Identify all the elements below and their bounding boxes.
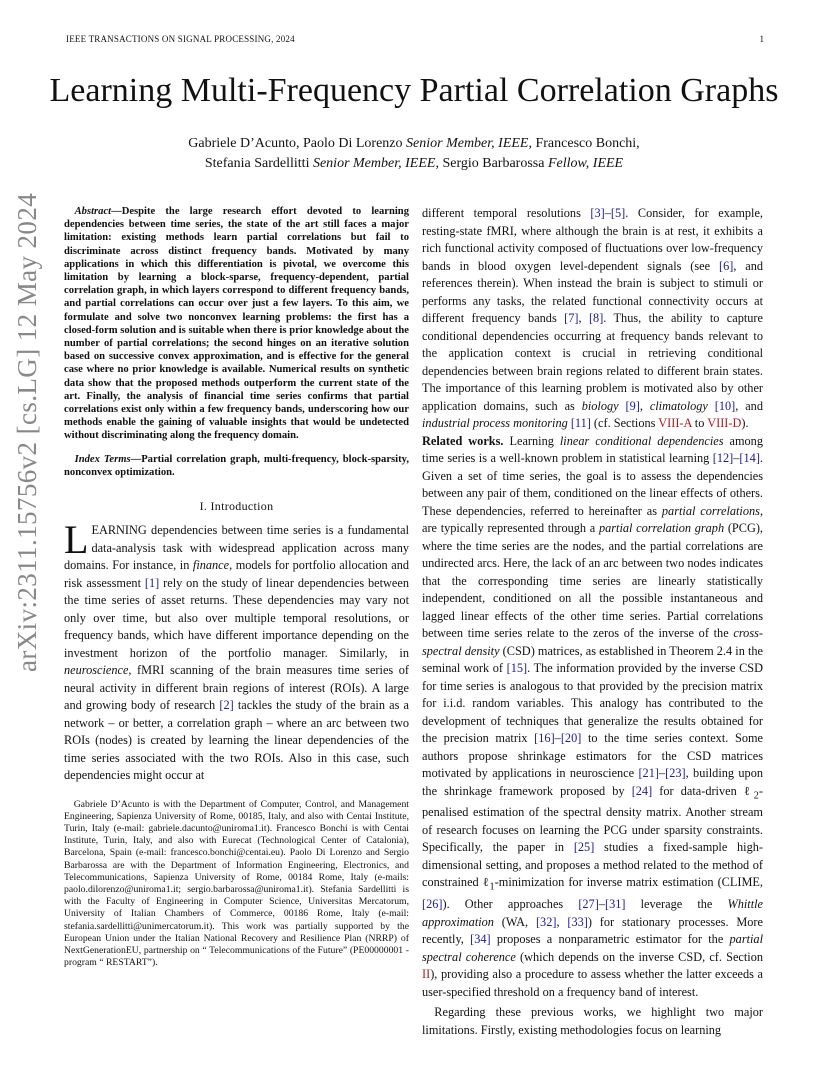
text-run: different temporal resolutions [422,206,591,220]
related-works-label: Related works. [422,433,504,448]
emph-neuroscience: neuroscience [64,663,129,678]
text-run: , [578,311,589,325]
section-link[interactable]: VIII-A [658,416,692,430]
text-run: , building upon the shrinkage framework proposed by [422,766,763,798]
section-heading-introduction: I. Introduction [199,499,274,514]
text-run: , are typically represented through a [422,503,764,535]
text-run: tackles the study of the brain as a network – or better, a correlation graph – where an arc between two ROIs (nodes) is created by learning the linear dependencies of the time series associated with the two ROIs. Also in this case, such dependencies might occur at [64,698,410,783]
drop-cap: L [64,517,89,563]
citation-link[interactable]: [2] [219,698,234,713]
citation-link[interactable]: [26] [422,897,443,912]
text-run: -penalised estimation of the spectral density matrix. Another stream of research focuses on learning the PCG under sparsity constraints. Specifically, the paper in [422,783,763,855]
text-run: , models for portfolio allocation and risk assessment [64,558,409,590]
emph-term: partial spectral coherence [422,932,763,964]
citation-link[interactable]: [9] [625,398,640,413]
emph-climatology: climatology [649,398,708,413]
text-run: for data-driven ℓ [652,783,754,798]
right-column [422,205,763,1039]
text-run: (CSD) matrices, as established in Theorem 2.4 in the seminal work of [422,643,763,675]
emph-term: linear conditional dependencies [559,433,724,448]
text-run: ), providing also a procedure to assess whether the latter exceeds a user-specified threshold on a frequency band of interest. [422,967,763,999]
citation-link[interactable]: [27] [578,897,599,912]
text-run: leverage the [625,897,728,912]
abstract [64,205,409,443]
citation-link[interactable]: [12] [712,451,734,465]
abstract-text: —Despite the large research effort devoted to learning dependencies between time series, the state of the art still faces a major limitation: existing methods learn partial correlations but fail to discriminate across distinct frequency bands. Motivated by many applications in which this differentiation is pivotal, we overcome this limitation by learning a block-sparse, frequency-dependent, partial correlation graph, in which layers correspond to different frequency bands, and partial correlations can occur over just a few layers. To this aim, we formulate and solve two nonconvex learning problems: the first has a closed-form solution and is suitable when there is prior knowledge about the number of partial correlations; the second hinges on an iterative solution based on successive convex approximation, and is effective for the general case where no prior knowledge is available. Numerical results on synthetic data show that the proposed methods outperform the current state of the art. Finally, the analysis of financial time series confirms that partial correlations exist only within a few frequency bands, underscoring how our methods enable the gaining of valuable insights that would be undetected without discriminating along the frequency domain. [64,206,409,442]
intro-paragraph [64,517,410,785]
citation-link[interactable]: [7] [564,311,579,325]
text-run: (which depends on the inverse CSD, cf. Section [515,949,763,964]
text-run: . The information provided by the inverse CSD for time series is analogous to that provided by the precision matrix for i.i.d. random variables. This analogy has contributed to the development of techniques that generalize the results obtained for the precision matrix [422,661,763,745]
citation-link[interactable]: [1] [144,575,160,590]
citation-link[interactable]: [34] [470,932,491,947]
citation-link[interactable]: [5] [610,206,626,220]
text-run: . Consider, for example, resting-state fMRI, where although the brain is at rest, it exhibits a rich functional activity composed of fluctuations over low-frequency bands in blood oxygen level-dependent signals (see [422,206,763,273]
text-run: (PCG), where the time series are the nodes, and the partial correlations are undirected arcs. Here, the lack of an arc between two nodes indicates that the corresponding time series are linearly statistically independent, conditioned on all the possible instantaneous and lagged linear effects of the other time series. Partial correlations between time series relate to the zeros of the inverse of the [422,521,763,640]
page-number: 1 [759,34,764,44]
author-names-b: , Francesco Bonchi, [528,136,640,151]
emph-term: partial correlation graph [598,521,725,535]
text-run: proposes a nonparametric estimator for the [490,932,730,947]
emph-term: cross-spectral density [422,626,763,658]
text-run: , [639,398,650,413]
text-run: -minimization for inverse matrix estimation (CLIME, [494,875,763,890]
text-run: , and references therein). When instead the brain is subject to stimuli or performs any tasks, the related functional connectivity occurs at different frequency bands [422,258,764,325]
author-names-d: , Sergio Barbarossa [435,156,548,171]
citation-link[interactable]: [3] [590,206,605,220]
limitations-paragraph: Regarding these previous works, we highlight two major limitations. Firstly, existing methodologies focus on learning [422,1005,763,1037]
text-run: to the time series context. Some authors propose shrinkage estimators for the CSD matrices motivated by applications in neuroscience [422,731,763,780]
text-run: . Thus, the ability to capture conditional dependencies occurring at frequency bands relevant to the application context is crucial in retrieving conditional dependencies between brain regions related to different brain states. The importance of this learning problem is motivated also by other application domains, such as [422,311,763,413]
citation-link[interactable]: [8] [588,311,604,325]
subscript: 2 [753,789,759,801]
emph-finance: finance [192,558,230,573]
text-run: (WA, [493,914,536,929]
section-link[interactable]: VIII-D [707,416,742,430]
citation-link[interactable]: [10] [714,398,736,413]
author-line-2 [0,154,828,174]
author-footnote: Gabriele D’Acunto is with the Department of Computer, Control, and Management Engineering, Sapienza University of Rome, 00185, Italy, and also with Centai Institute, Turin, Italy (e-mail: gabriele.dacunto@uniroma1.it). Francesco Bonchi is with Centai Institute, Turin, Italy, and also with Eurecat (Technological Center of Catalonia), Barcelona, Spain (e-mail: francesco.bonchi@centai.eu). Paolo Di Lorenzo and Sergio Barbarossa are with the Department of Information Engineering, Electronics, and Telecommunications, Sapienza University of Rome, 00184 Rome, Italy (e-mails: paolo.dilorenzo@uniroma1.it; sergio.barbarossa@uniroma1.it). Stefania Sardellitti is with the Faculty of Engineering in Computer Science, Universitas Mercatorum, University of Italian Chambers of Commerce, 00186 Rome, Italy (e-mail: stefania.sardellitti@unimercatorum.it). This work was partially supported by the European Union under the Italian National Recovery and Resilience Plan (NRRP) of NextGenerationEU, partnership on “ Telecommunications of the Future” (PE00000001 - program “ RESTART”). [64,798,409,969]
related-works-paragraph: Related works. Learning linear conditional dependencies among time series is a well-known problem in statistical learning [12]–[14]. Given a set of time series, the goal is to assess the dependencies between any pair of them, conditioned on the linear effects of others. These dependencies, referred to hereinafter as partial correlations, are typically represented through a partial correlation graph (PCG), where the time series are the nodes, and the partial correlations are undirected arcs. Here, the lack of an arc between two nodes indicates that the corresponding time series are linearly statistically independent, conditioned on all the possible instantaneous and lagged linear effects of the other time series. Partial correlations between time series relate to the zeros of the inverse of the cross-spectral density (CSD) matrices, as established in Theorem 2.4 in the seminal work of [15]. The information provided by the inverse CSD for time series is analogous to that provided by the precision matrix for i.i.d. random variables. This analogy has contributed to the development of techniques that generalize the results obtained for the precision matrix [16]–[20] to the time series context. Some authors propose shrinkage estimators for the CSD matrices motivated by applications in neuroscience [21]–[23], building upon the shrinkage framework proposed by [24] for data-driven ℓ$_2$-penalised estimation of the spectral density matrix. Another stream of research focuses on learning the PCG under sparsity constraints. Specifically, the paper in [25] studies a fixed-sample high-dimensional setting, and proposes a method related to the method of constrained ℓ$_1$-minimization for inverse matrix estimation (CLIME, [26]). Other approaches [27]–[31] leverage the Whittle approximation (WA, [32], [33]) for stationary processes. More recently, [34] proposes a nonparametric estimator for the partial spectral coherence (which depends on the inverse CSD, cf. Section II), providing also a procedure to assess whether the latter exceeds a user-specified threshold on a frequency band of interest. [422,433,764,999]
text-run: , fMRI scanning of the brain measures time series of neural activity in different brain regions of interest (ROIs). A large and growing body of research [64,663,409,713]
index-terms [64,453,409,479]
author-grade: Senior Member, IEEE [406,136,529,151]
author-names-a: Gabriele D’Acunto, Paolo Di Lorenzo [188,136,407,151]
section-link[interactable]: II [422,967,431,982]
citation-link[interactable]: [14] [739,451,760,465]
author-grade: Fellow, IEEE [547,156,624,171]
citation-link[interactable]: [31] [604,897,626,912]
text-run: among time series is a well-known problem in statistical learning [422,433,763,465]
emph-term: Whittle approximation [422,897,763,929]
emph-biology: biology [581,398,619,413]
arxiv-stamp: arXiv:2311.15756v2 [cs.LG] 12 May 2024 [12,192,42,672]
text-run: ) for stationary processes. More recently, [422,914,763,947]
text-run: EARNING dependencies between time series is a fundamental data-analysis task with widespread application across many domains. For instance, in [64,523,409,573]
text-run: studies a fixed-sample high-dimensional setting, and proposes a method related to the method of constrained ℓ [422,840,763,890]
citation-link[interactable]: [6] [718,258,734,273]
emph-term: partial correlations [661,503,760,518]
abstract-label: Abstract [74,206,112,217]
text-run: – [604,206,611,220]
left-column [64,205,409,969]
author-names-c: Stefania Sardellitti [204,156,313,171]
paper-title: Learning Multi-Frequency Partial Correlation Graphs [49,72,779,109]
citation-link[interactable]: [33] [567,914,588,929]
author-grade: Senior Member, IEEE [312,156,436,171]
author-line-1 [0,134,828,154]
text-run: . Given a set of time series, the goal is to assess the dependencies between any pair of them, conditioned on the linear effects of others. These dependencies, referred to hereinafter as [422,451,763,518]
citation-link[interactable]: [11] [570,416,591,430]
index-terms-text: —Partial correlation graph, multi-frequency, block-sparsity, nonconvex optimization. [64,453,409,478]
text-run: Learning [503,433,560,448]
citation-link[interactable]: [23] [665,766,686,780]
text-run: (cf. Sections [590,416,659,430]
emph-industrial: industrial process monitoring [422,416,568,430]
text-run: ). Other approaches [442,897,579,912]
citation-link[interactable]: [25] [573,840,595,855]
text-run: to [691,416,708,430]
author-list [0,134,828,174]
citation-link[interactable]: [32] [535,914,557,929]
text-run: , and [735,398,763,413]
citation-link[interactable]: [24] [631,783,653,798]
intro-paragraph-continued [422,205,763,433]
text-run: , [556,914,568,929]
index-terms-label: Index Terms [74,453,131,465]
text-run: ). [741,416,749,430]
running-header: IEEE TRANSACTIONS ON SIGNAL PROCESSING, 2024 [66,34,295,44]
text-run: rely on the study of linear dependencies between the time series of asset returns. These dependencies may vary not only over time, but also over multiple temporal resolutions, or frequency bands, which have different importance depending on the investment horizon of the portfolio manager. Similarly, in [64,575,409,660]
citation-link[interactable]: [21] [638,766,659,780]
citation-link[interactable]: [15] [506,661,528,675]
citation-link[interactable]: [16] [534,731,555,745]
subscript: 1 [489,881,495,893]
citation-link[interactable]: [20] [560,731,582,745]
